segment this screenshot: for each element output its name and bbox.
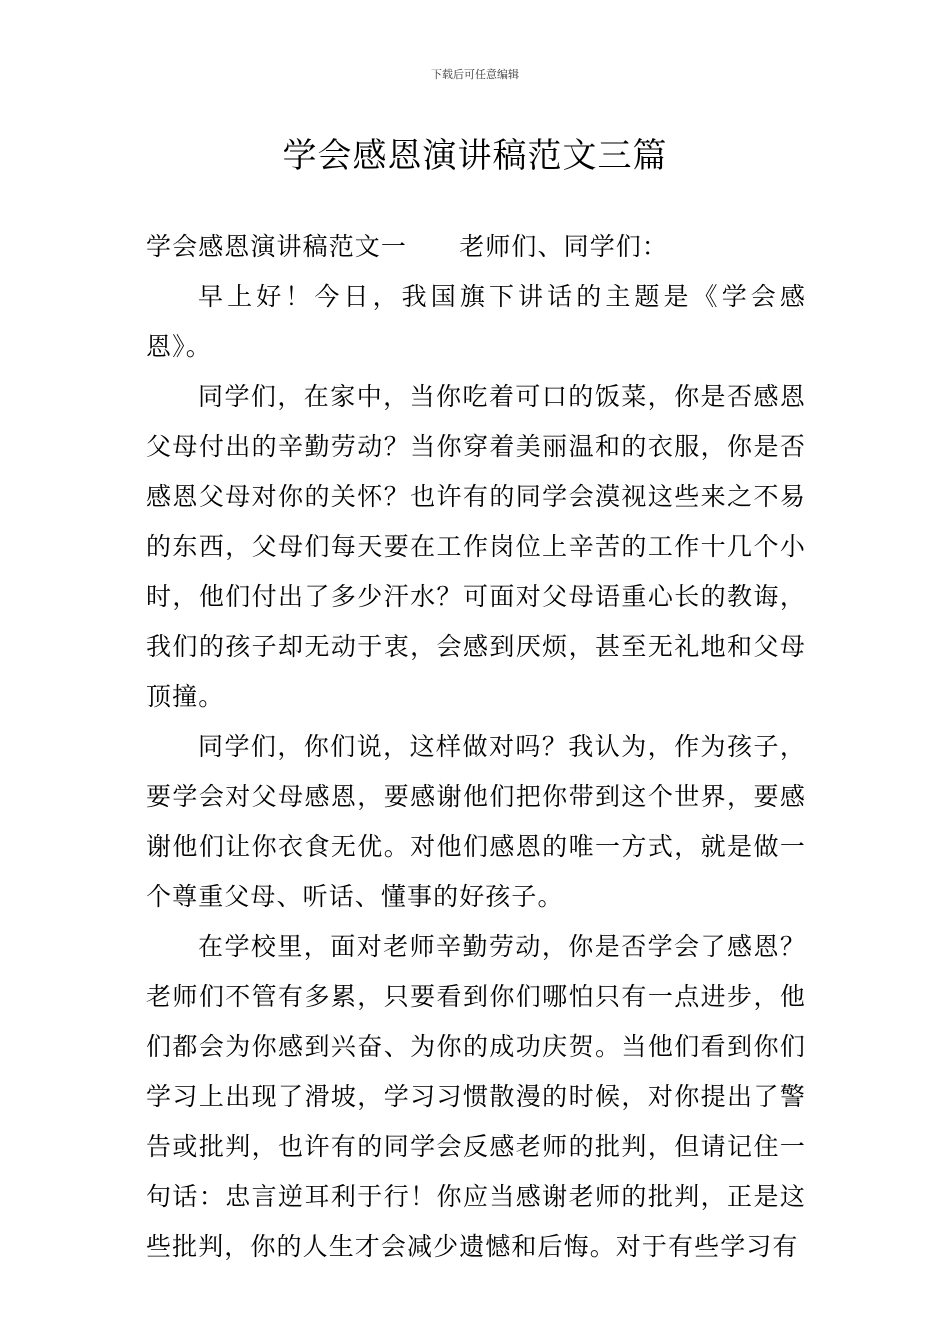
paragraph: 早上好！今日，我国旗下讲话的主题是《学会感恩》。 — [146, 282, 806, 361]
paragraph: 同学们，你们说，这样做对吗？我认为，作为孩子，要学会对父母感恩，要感谢他们把你带到这个世界，要感谢他们让你衣食无优。对他们感恩的唯一方式，就是做一个尊重父母、听话、懂事的好孩子。 — [146, 732, 806, 911]
document-title: 学会感恩演讲稿范文三篇 — [282, 136, 668, 176]
paragraph: 同学们，在家中，当你吃着可口的饭菜，你是否感恩父母付出的辛勤劳动？当你穿着美丽温和的衣服，你是否感恩父母对你的关怀？也许有的同学会漠视这些来之不易的东西，父母们每天要在工作岗位上辛苦的工作十几个小时，他们付出了多少汗水？可面对父母语重心长的教诲，我们的孩子却无动于衷，会感到厌烦，甚至无礼地和父母顶撞。 — [146, 382, 806, 711]
document-body — [146, 222, 806, 1272]
header-note: 下载后可任意编辑 — [431, 68, 519, 81]
paragraph: 在学校里，面对老师辛勤劳动，你是否学会了感恩？老师们不管有多累，只要看到你们哪怕只有一点进步，他们都会为你感到兴奋、为你的成功庆贺。当他们看到你们学习上出现了滑坡，学习习惯散漫的时候，对你提出了警告或批判，也许有的同学会反感老师的批判，但请记住一句话：忠言逆耳利于行！你应当感谢老师的批判，正是这些批判，你的人生才会减少遗憾和后悔。对于有些学习有 — [146, 932, 806, 1261]
opening-line: 学会感恩演讲稿范文一 老师们、同学们： — [146, 232, 669, 261]
